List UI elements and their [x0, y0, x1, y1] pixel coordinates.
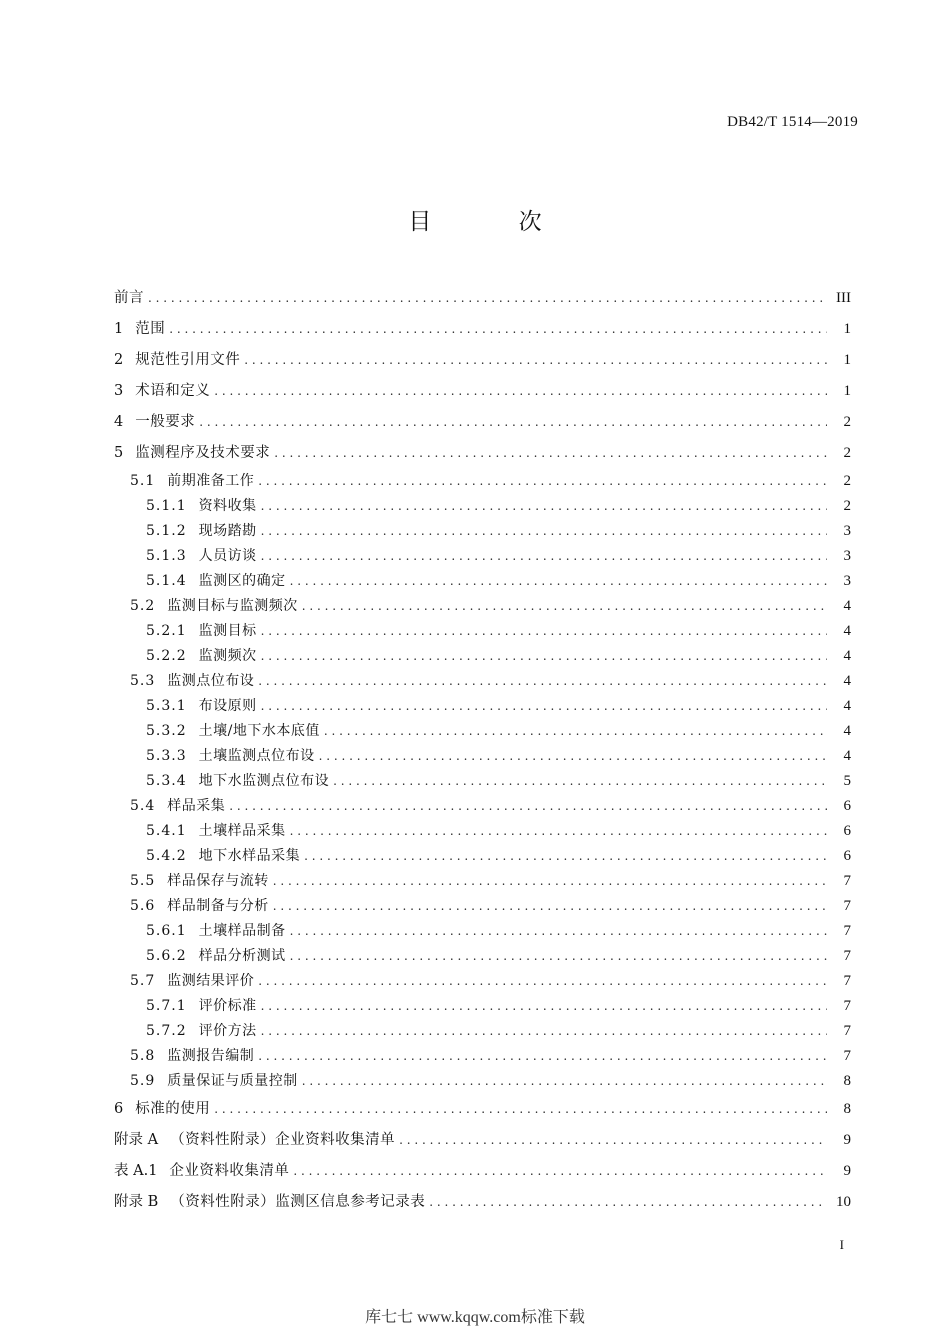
toc-dot-leader [261, 619, 827, 644]
toc-entry-page: 3 [843, 573, 851, 589]
toc-entry-page: 2 [843, 445, 851, 461]
toc-entry-page: 4 [843, 673, 851, 689]
toc-entry-label: 范围 [135, 321, 166, 337]
toc-entry[interactable] [114, 969, 851, 994]
toc-entry-label: 一般要求 [135, 414, 196, 430]
toc-entry-page: 9 [843, 1163, 851, 1179]
toc-dot-leader [273, 894, 827, 919]
toc-entry[interactable] [114, 1019, 851, 1044]
table-of-contents [114, 283, 851, 1218]
toc-entry-page: 4 [843, 623, 851, 639]
toc-entry[interactable] [114, 407, 851, 438]
toc-entry-page: 7 [843, 948, 851, 964]
toc-entry[interactable] [114, 919, 851, 944]
toc-entry[interactable] [114, 494, 851, 519]
toc-entry-page: 4 [843, 698, 851, 714]
toc-dot-leader [293, 1156, 827, 1187]
toc-entry-number: 附录 A [114, 1132, 159, 1148]
toc-entry-number: 5.2 [130, 598, 156, 614]
toc-entry-page: 8 [843, 1073, 851, 1089]
toc-dot-leader [261, 644, 827, 669]
toc-entry-page: 1 [843, 321, 851, 337]
toc-entry-label: 前期准备工作 [167, 473, 255, 489]
toc-entry-number: 5.3.2 [146, 723, 187, 739]
toc-entry[interactable] [114, 894, 851, 919]
toc-entry-number: 5.2.2 [146, 648, 187, 664]
toc-entry-number: 5.3.3 [146, 748, 187, 764]
toc-entry[interactable] [114, 1187, 851, 1218]
toc-entry-label: 样品分析测试 [198, 948, 286, 964]
toc-entry-page: 3 [843, 523, 851, 539]
toc-dot-leader [333, 769, 827, 794]
toc-dot-leader [258, 669, 827, 694]
toc-dot-leader [214, 1094, 827, 1125]
toc-entry-number: 5.1.1 [146, 498, 187, 514]
toc-dot-leader [261, 544, 827, 569]
toc-entry-page: 7 [843, 1023, 851, 1039]
toc-entry-number: 5 [114, 445, 124, 461]
page-number: I [839, 1237, 844, 1252]
toc-entry-label: 监测点位布设 [167, 673, 255, 689]
toc-entry-label: 土壤/地下水本底值 [198, 723, 320, 739]
toc-entry-page: III [836, 290, 851, 306]
toc-entry-number: 5.7.2 [146, 1023, 187, 1039]
toc-entry[interactable] [114, 345, 851, 376]
toc-entry-label: 质量保证与质量控制 [167, 1073, 298, 1089]
toc-dot-leader [229, 794, 827, 819]
toc-entry-number: 5.4.1 [146, 823, 187, 839]
toc-entry-page: 6 [843, 798, 851, 814]
toc-dot-leader [199, 407, 827, 438]
toc-dot-leader [290, 944, 827, 969]
toc-entry-number: 5.1 [130, 473, 156, 489]
toc-entry-label: 人员访谈 [198, 548, 257, 564]
toc-dot-leader [261, 494, 827, 519]
toc-entry-page: 7 [843, 873, 851, 889]
toc-dot-leader [302, 1069, 827, 1094]
toc-entry-label: 监测区的确定 [198, 573, 286, 589]
toc-entry-label: 规范性引用文件 [135, 352, 241, 368]
toc-dot-leader [290, 569, 827, 594]
toc-entry-number: 表 A.1 [114, 1163, 158, 1179]
toc-entry-number: 附录 B [114, 1194, 159, 1210]
toc-entry-number: 5.8 [130, 1048, 156, 1064]
toc-entry-page: 10 [836, 1194, 851, 1210]
toc-entry-page: 4 [843, 723, 851, 739]
toc-entry[interactable] [114, 769, 851, 794]
toc-entry[interactable] [114, 669, 851, 694]
toc-entry[interactable] [114, 544, 851, 569]
toc-entry-page: 4 [843, 748, 851, 764]
toc-entry-page: 4 [843, 598, 851, 614]
toc-dot-leader [399, 1125, 827, 1156]
toc-dot-leader [169, 314, 827, 345]
toc-entry[interactable] [114, 314, 851, 345]
toc-entry-number: 5.6.1 [146, 923, 187, 939]
toc-entry-number: 5.4 [130, 798, 156, 814]
toc-entry-number: 2 [114, 352, 124, 368]
toc-entry-page: 2 [843, 473, 851, 489]
toc-entry-page: 1 [843, 352, 851, 368]
toc-dot-leader [274, 438, 827, 469]
toc-entry[interactable] [114, 438, 851, 469]
toc-entry[interactable] [114, 869, 851, 894]
toc-entry-number: 1 [114, 321, 124, 337]
toc-entry-page: 7 [843, 898, 851, 914]
toc-entry-label: 评价方法 [198, 1023, 257, 1039]
toc-entry-label: （资料性附录）监测区信息参考记录表 [170, 1194, 426, 1210]
toc-entry-label: 样品保存与流转 [167, 873, 269, 889]
standard-code: DB42/T 1514—2019 [727, 114, 858, 130]
toc-entry[interactable] [114, 519, 851, 544]
toc-entry-page: 5 [843, 773, 851, 789]
toc-entry-number: 5.3.4 [146, 773, 187, 789]
toc-entry-number: 5.2.1 [146, 623, 187, 639]
toc-entry-number: 5.7.1 [146, 998, 187, 1014]
toc-entry-label: 现场踏勘 [198, 523, 257, 539]
toc-entry[interactable] [114, 1069, 851, 1094]
toc-entry[interactable] [114, 819, 851, 844]
toc-entry-page: 6 [843, 848, 851, 864]
toc-entry-label: 标准的使用 [135, 1101, 211, 1117]
toc-entry-number: 4 [114, 414, 124, 430]
toc-entry-page: 6 [843, 823, 851, 839]
toc-entry-label: 样品制备与分析 [167, 898, 269, 914]
toc-entry-number: 5.7 [130, 973, 156, 989]
toc-entry[interactable] [114, 994, 851, 1019]
toc-entry-label: 监测程序及技术要求 [135, 445, 271, 461]
toc-entry-label: 地下水监测点位布设 [198, 773, 330, 789]
toc-entry[interactable] [114, 794, 851, 819]
toc-entry-label: 监测频次 [198, 648, 257, 664]
toc-entry[interactable] [114, 1156, 851, 1187]
toc-entry-number: 5.5 [130, 873, 156, 889]
toc-dot-leader [261, 994, 827, 1019]
toc-entry[interactable] [114, 644, 851, 669]
toc-entry-number: 5.1.4 [146, 573, 187, 589]
toc-dot-leader [290, 819, 827, 844]
toc-entry-number: 5.9 [130, 1073, 156, 1089]
toc-entry-label: （资料性附录）企业资料收集清单 [170, 1132, 396, 1148]
toc-entry-label: 监测目标与监测频次 [167, 598, 298, 614]
toc-entry-label: 监测报告编制 [167, 1048, 255, 1064]
toc-entry-number: 5.1.2 [146, 523, 187, 539]
toc-entry-label: 企业资料收集清单 [169, 1163, 290, 1179]
toc-entry-page: 7 [843, 973, 851, 989]
toc-entry[interactable] [114, 1125, 851, 1156]
toc-entry[interactable] [114, 569, 851, 594]
toc-entry-number: 5.1.3 [146, 548, 187, 564]
toc-entry[interactable] [114, 694, 851, 719]
toc-dot-leader [261, 1019, 827, 1044]
toc-entry-label: 前言 [114, 290, 144, 306]
toc-entry-number: 5.6 [130, 898, 156, 914]
toc-entry-label: 土壤监测点位布设 [198, 748, 315, 764]
toc-entry-page: 2 [843, 414, 851, 430]
toc-dot-leader [261, 519, 827, 544]
toc-entry[interactable] [114, 1094, 851, 1125]
toc-entry-page: 7 [843, 923, 851, 939]
toc-dot-leader [148, 283, 827, 314]
footer-watermark: 库七七 www.kqqw.com标准下载 [365, 1309, 585, 1326]
toc-entry-page: 9 [843, 1132, 851, 1148]
toc-entry-number: 5.4.2 [146, 848, 187, 864]
toc-entry[interactable] [114, 469, 851, 494]
toc-entry-page: 1 [843, 383, 851, 399]
toc-entry-label: 土壤样品采集 [198, 823, 286, 839]
toc-entry-page: 7 [843, 1048, 851, 1064]
toc-entry[interactable] [114, 619, 851, 644]
toc-dot-leader [429, 1187, 827, 1218]
toc-entry-number: 5.6.2 [146, 948, 187, 964]
toc-entry-number: 5.3 [130, 673, 156, 689]
toc-entry-label: 监测目标 [198, 623, 257, 639]
toc-entry-page: 4 [843, 648, 851, 664]
toc-entry-label: 监测结果评价 [167, 973, 255, 989]
toc-entry-label: 样品采集 [167, 798, 226, 814]
toc-entry[interactable] [114, 1044, 851, 1069]
toc-title: 目 次 [408, 209, 582, 235]
toc-entry-label: 评价标准 [198, 998, 257, 1014]
toc-entry-number: 3 [114, 383, 124, 399]
toc-dot-leader [273, 869, 827, 894]
toc-dot-leader [324, 719, 827, 744]
toc-entry-page: 7 [843, 998, 851, 1014]
toc-entry-page: 2 [843, 498, 851, 514]
toc-entry[interactable] [114, 744, 851, 769]
toc-dot-leader [244, 345, 827, 376]
toc-dot-leader [261, 694, 827, 719]
toc-entry-label: 资料收集 [198, 498, 257, 514]
toc-entry-number: 5.3.1 [146, 698, 187, 714]
toc-entry-number: 6 [114, 1101, 124, 1117]
toc-dot-leader [214, 376, 827, 407]
toc-entry[interactable] [114, 719, 851, 744]
toc-dot-leader [258, 1044, 827, 1069]
toc-entry-label: 地下水样品采集 [198, 848, 301, 864]
toc-dot-leader [304, 844, 827, 869]
toc-entry[interactable] [114, 844, 851, 869]
toc-entry-label: 术语和定义 [135, 383, 211, 399]
toc-dot-leader [258, 969, 827, 994]
toc-entry[interactable] [114, 283, 851, 314]
toc-entry[interactable] [114, 376, 851, 407]
toc-entry[interactable] [114, 594, 851, 619]
toc-dot-leader [290, 919, 827, 944]
toc-entry-label: 土壤样品制备 [198, 923, 286, 939]
toc-entry-label: 布设原则 [198, 698, 257, 714]
toc-dot-leader [319, 744, 827, 769]
toc-dot-leader [258, 469, 827, 494]
toc-dot-leader [302, 594, 827, 619]
toc-entry-page: 8 [843, 1101, 851, 1117]
toc-entry[interactable] [114, 944, 851, 969]
toc-entry-page: 3 [843, 548, 851, 564]
